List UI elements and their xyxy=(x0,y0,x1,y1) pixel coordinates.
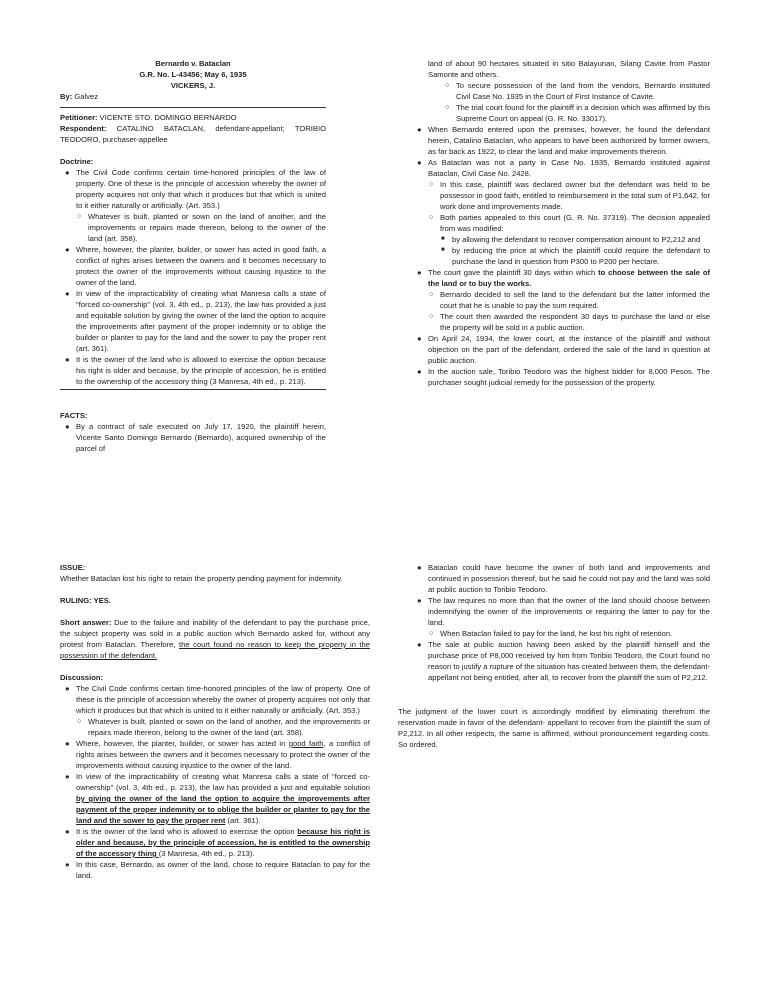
list-item: ● Bataclan could have become the owner of both land and improvements and continued in possession thereof, but he said he could not pay and the land was sold at public auction to Toribio Teodoro. xyxy=(417,563,710,594)
short-answer: Short answer: Due to the failure and inability of the defendant to pay the purchase price, the subject property was sold in a public auction which Bernardo asked for, without any protest from Bataclan. Therefore, the court found no reason to keep the property in the possession of the defendant. xyxy=(60,618,370,660)
page1-left-column xyxy=(60,58,326,454)
list-item: ○ In this case, plaintiff was declared owner but the defendant was held to be possessor in good faith, entitled to reimbursement in the total sum of P1,642, for work done and improvements made. xyxy=(429,180,710,211)
respondent: Respondent: CATALINO BATACLAN, defendant-appellant; TORIBIO TEODORO, purchaser-appellee xyxy=(60,124,326,144)
doctrine-heading: Doctrine: xyxy=(60,157,94,166)
issue-text: Whether Bataclan lost his right to retain the property pending payment for indemnity. xyxy=(60,574,343,583)
judgment-text: The judgment of the lower court is accordingly modified by eliminating therefrom the reservation made in favor of the defendant- appellant to recover from the plaintiff the sum of P2,212. In all other respects, the same is affirmed, without pronouncement regarding costs. So ordered. xyxy=(398,707,710,749)
page2-left-column xyxy=(60,562,370,881)
facts-list-start xyxy=(60,421,326,454)
list-item: ■ by allowing the defendant to recover compensation amount to P2,212 and xyxy=(441,235,701,244)
list-item: ● It is the owner of the land who is allowed to exercise the option because his right is older and because, by the principle of accession, he is entitled to the ownership of the accessory thing (3 Manresa, 4th ed., p. 213). xyxy=(65,827,370,858)
discussion-list xyxy=(60,683,370,881)
list-item: ● In view of the impracticability of creating what Manresa calls a state of "forced co-ownership" (vol. 3, 4th ed., p. 213), the law has provided a just and equitable solution by giving the owner of the land the option to acquire the improvements after payment of the proper indemnity or to oblige the builder or planter to pay for the land and the sower to pay the proper rent (art. 361). xyxy=(65,772,370,825)
list-item: ○ To secure possession of the land from the vendors, Bernardo instituted Civil Case No. 1935 in the Court of First Instance of Cavite. xyxy=(445,81,710,101)
list-item: ● Where, however, the planter, builder, or sower has acted in good faith, a conflict of rights arises between the owners and it becomes necessary to protect the owner of the improvements without causing injustice to the owner of the land. xyxy=(65,245,326,287)
list-item: ● The sale at public auction having been asked by the plaintiff himself and the purchase price of P8,000 received by him from Toribio Teodoro, the Court found no reason to justify a rupture of the situation has created between them, the defendant- appellant not being entitled, after all, to recover from the plaintiff the sum of P2,212. xyxy=(417,640,710,682)
list-item: ● As Bataclan was not a party in Case No. 1935, Bernardo instituted against Bataclan, Civil Case No. 2428. xyxy=(417,158,710,178)
list-item: ○ Bernardo decided to sell the land to the defendant but the latter informed the court that he is unable to pay the sum required. xyxy=(429,290,710,310)
list-item: ● In view of the impracticability of creating what Manresa calls a state of "forced co-ownership" (vol. 3, 4th ed., p. 213), the law has provided a just and equitable solution by giving the owner of the land the option to acquire the improvements after payment of the proper indemnity or to oblige the builder or planter to pay for the land and the sower to pay the proper rent (art. 361). xyxy=(65,289,326,353)
list-item: ■ by reducing the price at which the plaintiff could require the defendant to purchase the land in question from P300 to P200 per hectare. xyxy=(441,246,710,266)
discussion-heading: Discussion: xyxy=(60,673,104,682)
list-item: ● The Civil Code confirms certain time-honored principles of the law of property. One of these is the principle of accession whereby the owner of property acquires not only that which it produces but that which is united to it either naturally or artificially. (Art. 353.) xyxy=(65,168,326,210)
digest-author: By: Galvez xyxy=(60,92,98,101)
list-item: ○ The court then awarded the respondent 30 days to purchase the land or else the property will be sold in a public auction. xyxy=(429,312,710,332)
petitioner: Petitioner: VICENTE STO. DOMINGO BERNARDO xyxy=(60,113,237,122)
facts-list xyxy=(428,80,710,124)
list-item: ● On April 24, 1934, the lower court, at the instance of the plaintiff and without objection on the part of the defendant, ordered the sale of the land in question at public auction. xyxy=(417,334,710,365)
list-item: ● The law requires no more than that the owner of the land should choose between indemnifying the owner of the improvements or requiring the latter to pay for the land. xyxy=(417,596,710,627)
facts-heading: FACTS: xyxy=(60,411,88,420)
divider xyxy=(60,107,326,108)
facts-continuation: land of about 90 hectares situated in sitio Balayunan, Silang Cavite from Pastor Samonte and others. xyxy=(428,59,710,79)
doctrine-list xyxy=(60,167,326,387)
list-item: ● It is the owner of the land who is allowed to exercise the option because his right is older and because, by the principle of accession, he is entitled to the ownership of the accessory thing (3 Manresa, 4th ed., p. 213). xyxy=(65,355,326,386)
list-item: ● In this case, Bernardo, as owner of the land, chose to require Bataclan to pay for the land. xyxy=(65,860,370,880)
list-item: ○ When Bataclan failed to pay for the land, he lost his right of retention. xyxy=(429,629,673,638)
ruling-heading: RULING: YES. xyxy=(60,596,111,605)
ruling-list xyxy=(412,562,710,683)
case-citation: G.R. No. L-43456; May 6, 1935 xyxy=(139,70,247,79)
case-ponente: VICKERS, J. xyxy=(170,81,216,90)
page1-right-list xyxy=(412,124,710,388)
list-item: ● When Bernardo entered upon the premises, however, he found the defendant herein, Catalino Bataclan, who appears to have been authorized by former owners, as far back as 1922, to clear the land and make improvements thereon. xyxy=(417,125,710,156)
list-item: ● Where, however, the planter, builder, or sower has acted in good faith, a conflict of rights arises between the owners and it becomes necessary to protect the owner of the improvements without causing injustice to the owner of the land. xyxy=(65,739,370,770)
facts-list-more xyxy=(412,124,710,388)
list-item: ● In the auction sale, Toribio Teodoro was the highest bidder for 8,000 Pesos. The purchaser sought judicial remedy for the possession of the property. xyxy=(417,367,710,387)
list-item: ○ Whatever is built, planted or sown on the land of another, and the improvements or repairs made thereon, belong to the owner of the land (art. 358). xyxy=(77,717,370,737)
list-item: ● The court gave the plaintiff 30 days within which to choose between the sale of the land or to buy the works. xyxy=(417,268,711,288)
issue-heading: ISSUE: xyxy=(60,563,86,572)
divider xyxy=(60,389,326,390)
list-item: ○ Whatever is built, planted or sown on the land of another, and the improvements or repairs made thereon, belong to the owner of the land (art. 358). xyxy=(77,212,326,243)
list-item: ● By a contract of sale executed on July 17, 1920, the plaintiff herein, Vicente Santo Domingo Bernardo (Bernardo), acquired ownership of the parcel of xyxy=(65,422,326,453)
judgment-block xyxy=(398,706,710,750)
list-item: ○ The trial court found for the plaintiff in a decision which was affirmed by this Supreme Court on appeal (G. R. No. 33017). xyxy=(445,103,710,123)
list-item: ○ Both parties appealed to this court (G. R. No. 37319). The decision appealed from was modified: xyxy=(429,213,710,233)
page2-right-column xyxy=(412,562,710,683)
page1-right-column xyxy=(428,58,710,124)
case-title: Bernardo v. Bataclan xyxy=(155,59,231,68)
list-item: ● The Civil Code confirms certain time-honored principles of the law of property. One of these is the principle of accession whereby the owner of property acquires not only that which it produces but that which is united to it either naturally or artificially. (Art. 353.) xyxy=(65,684,370,715)
